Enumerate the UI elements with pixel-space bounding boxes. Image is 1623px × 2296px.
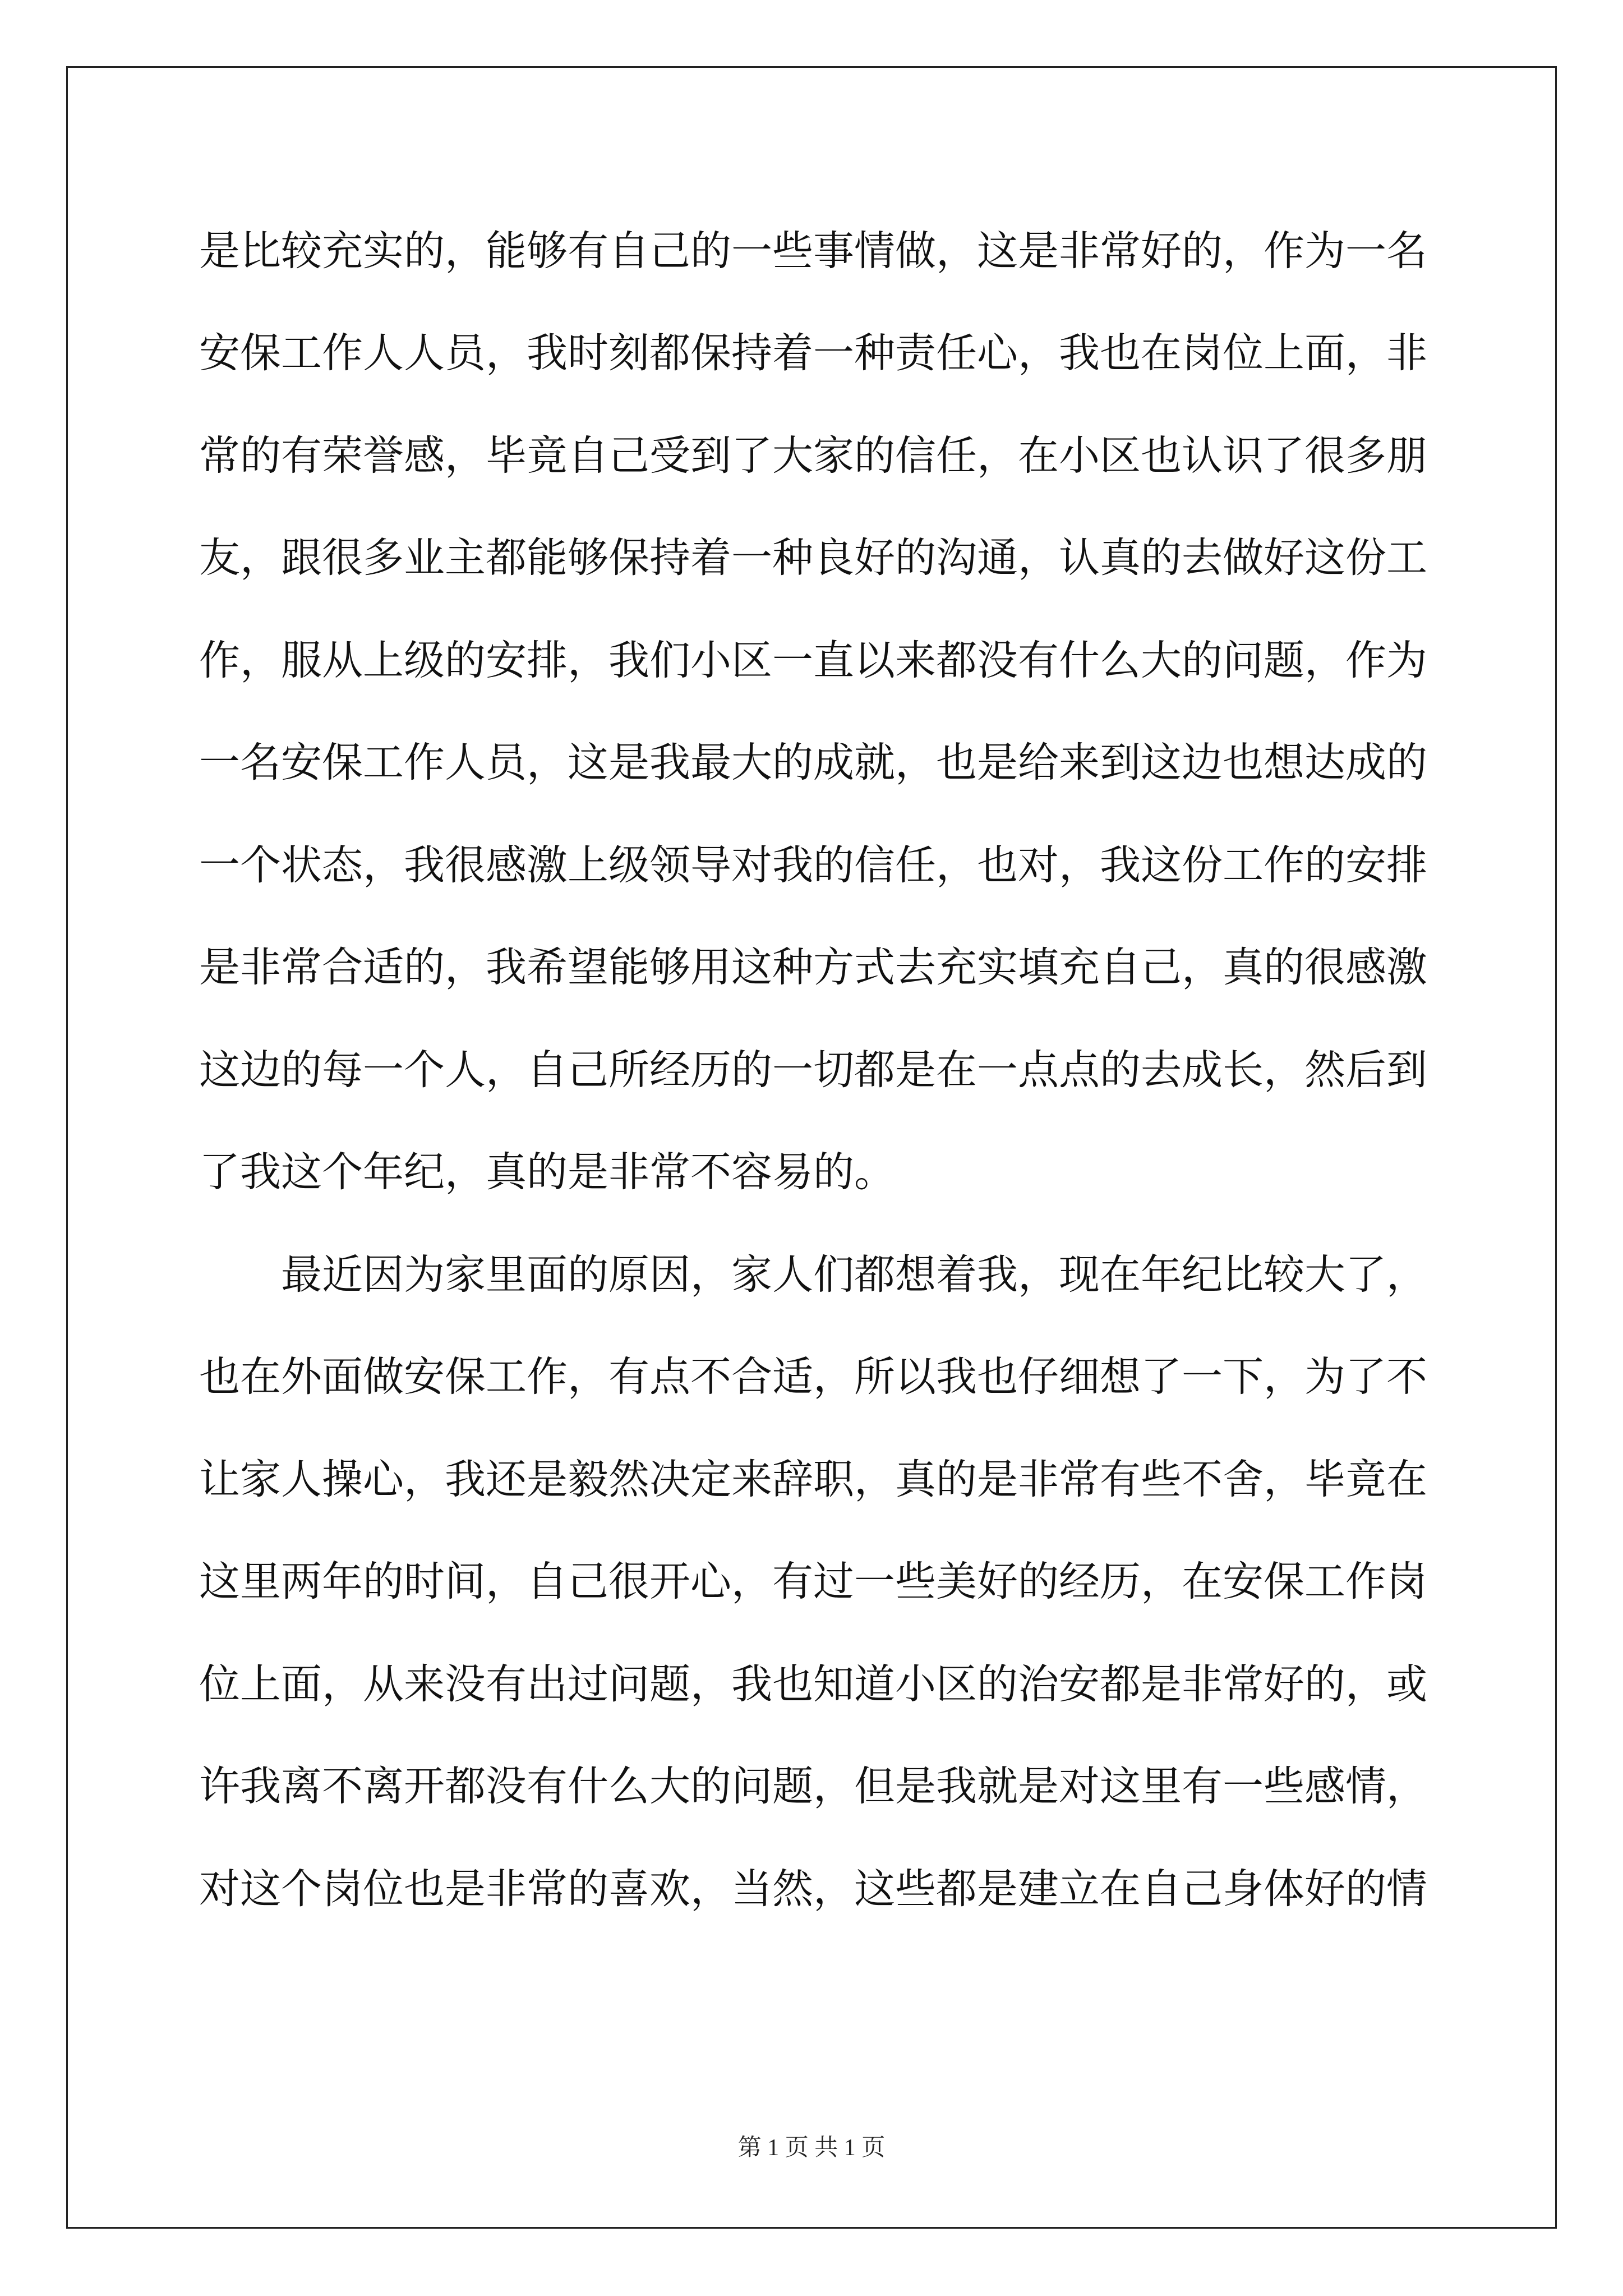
text-line: 安保工作人人员，我时刻都保持着一种责任心，我也在岗位上面，非 bbox=[199, 329, 1427, 377]
text-line: 最近因为家里面的原因，家人们都想着我，现在年纪比较大了， bbox=[281, 1251, 1427, 1299]
page-footer: 第 1 页 共 1 页 bbox=[737, 2135, 886, 2161]
text-line: 了我这个年纪，真的是非常不容易的。 bbox=[199, 1148, 895, 1196]
text-line: 是比较充实的，能够有自己的一些事情做，这是非常好的，作为一名 bbox=[199, 227, 1427, 275]
text-line: 这边的每一个人，自己所经历的一切都是在一点点的去成长，然后到 bbox=[199, 1046, 1427, 1094]
text-line: 对这个岗位也是非常的喜欢，当然，这些都是建立在自己身体好的情 bbox=[199, 1865, 1427, 1913]
text-line: 作，服从上级的安排，我们小区一直以来都没有什么大的问题，作为 bbox=[199, 637, 1427, 684]
text-line: 常的有荣誉感，毕竟自己受到了大家的信任，在小区也认识了很多朋 bbox=[199, 432, 1427, 480]
text-line: 友，跟很多业主都能够保持着一种良好的沟通，认真的去做好这份工 bbox=[199, 534, 1427, 582]
text-line: 是非常合适的，我希望能够用这种方式去充实填充自己，真的很感激 bbox=[199, 944, 1427, 991]
text-line: 一个状态，我很感激上级领导对我的信任，也对，我这份工作的安排 bbox=[199, 841, 1427, 889]
text-line: 也在外面做安保工作，有点不合适，所以我也仔细想了一下，为了不 bbox=[199, 1353, 1427, 1401]
text-line: 许我离不离开都没有什么大的问题，但是我就是对这里有一些感情， bbox=[199, 1763, 1427, 1810]
text-line: 让家人操心，我还是毅然决定来辞职，真的是非常有些不舍，毕竟在 bbox=[199, 1456, 1427, 1503]
text-line: 一名安保工作人员，这是我最大的成就，也是给来到这边也想达成的 bbox=[199, 739, 1427, 786]
text-line: 位上面，从来没有出过问题，我也知道小区的治安都是非常好的，或 bbox=[199, 1660, 1427, 1708]
text-line: 这里两年的时间，自己很开心，有过一些美好的经历，在安保工作岗 bbox=[199, 1558, 1427, 1605]
